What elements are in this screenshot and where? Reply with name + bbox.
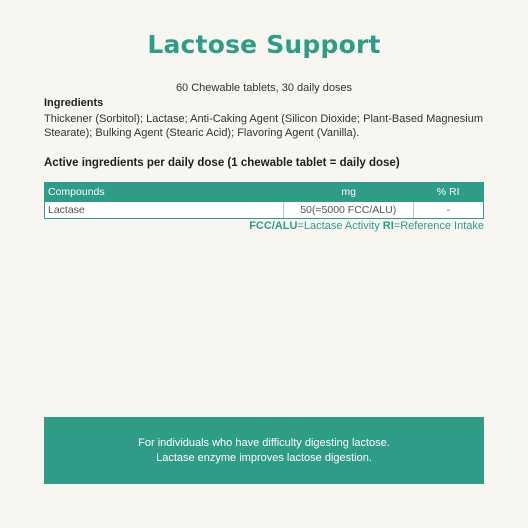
table-header <box>45 183 483 201</box>
active-ingredients-table <box>44 182 484 219</box>
page-title: Lactose Support <box>147 30 381 59</box>
table-row <box>45 201 483 218</box>
banner-line-1: For individuals who have difficulty digesting lactose. <box>138 436 390 449</box>
cell-compound: Lactase <box>48 204 85 216</box>
footnote-abbr-ri: RI <box>382 220 394 232</box>
cell-ri: - <box>446 204 451 216</box>
footnote-def-fcc: =Lactase Activity <box>297 220 380 232</box>
ingredients-heading: Ingredients <box>44 97 104 109</box>
header-compounds: Compounds <box>48 186 105 198</box>
header-mg: mg <box>341 186 356 198</box>
header-ri: % RI <box>436 186 460 198</box>
product-subtitle: 60 Chewable tablets, 30 daily doses <box>175 82 353 94</box>
footnote-def-ri: =Reference Intake <box>393 220 484 232</box>
active-ingredients-heading: Active ingredients per daily dose (1 chewable tablet = daily dose) <box>44 157 400 169</box>
table-footnote <box>249 220 484 232</box>
cell-mg: 50(=5000 FCC/ALU) <box>283 202 414 218</box>
footnote-abbr-fcc: FCC/ALU <box>249 220 298 232</box>
banner-line-2: Lactase enzyme improves lactose digestion. <box>156 451 372 464</box>
info-banner <box>44 417 484 484</box>
ingredients-text: Thickener (Sorbitol); Lactase; Anti-Caking Agent (Silicon Dioxide; Plant-Based Magnesium Stearate); Bulking Agent (Stearic Acid); Flavoring Agent (Vanilla). <box>44 113 483 139</box>
